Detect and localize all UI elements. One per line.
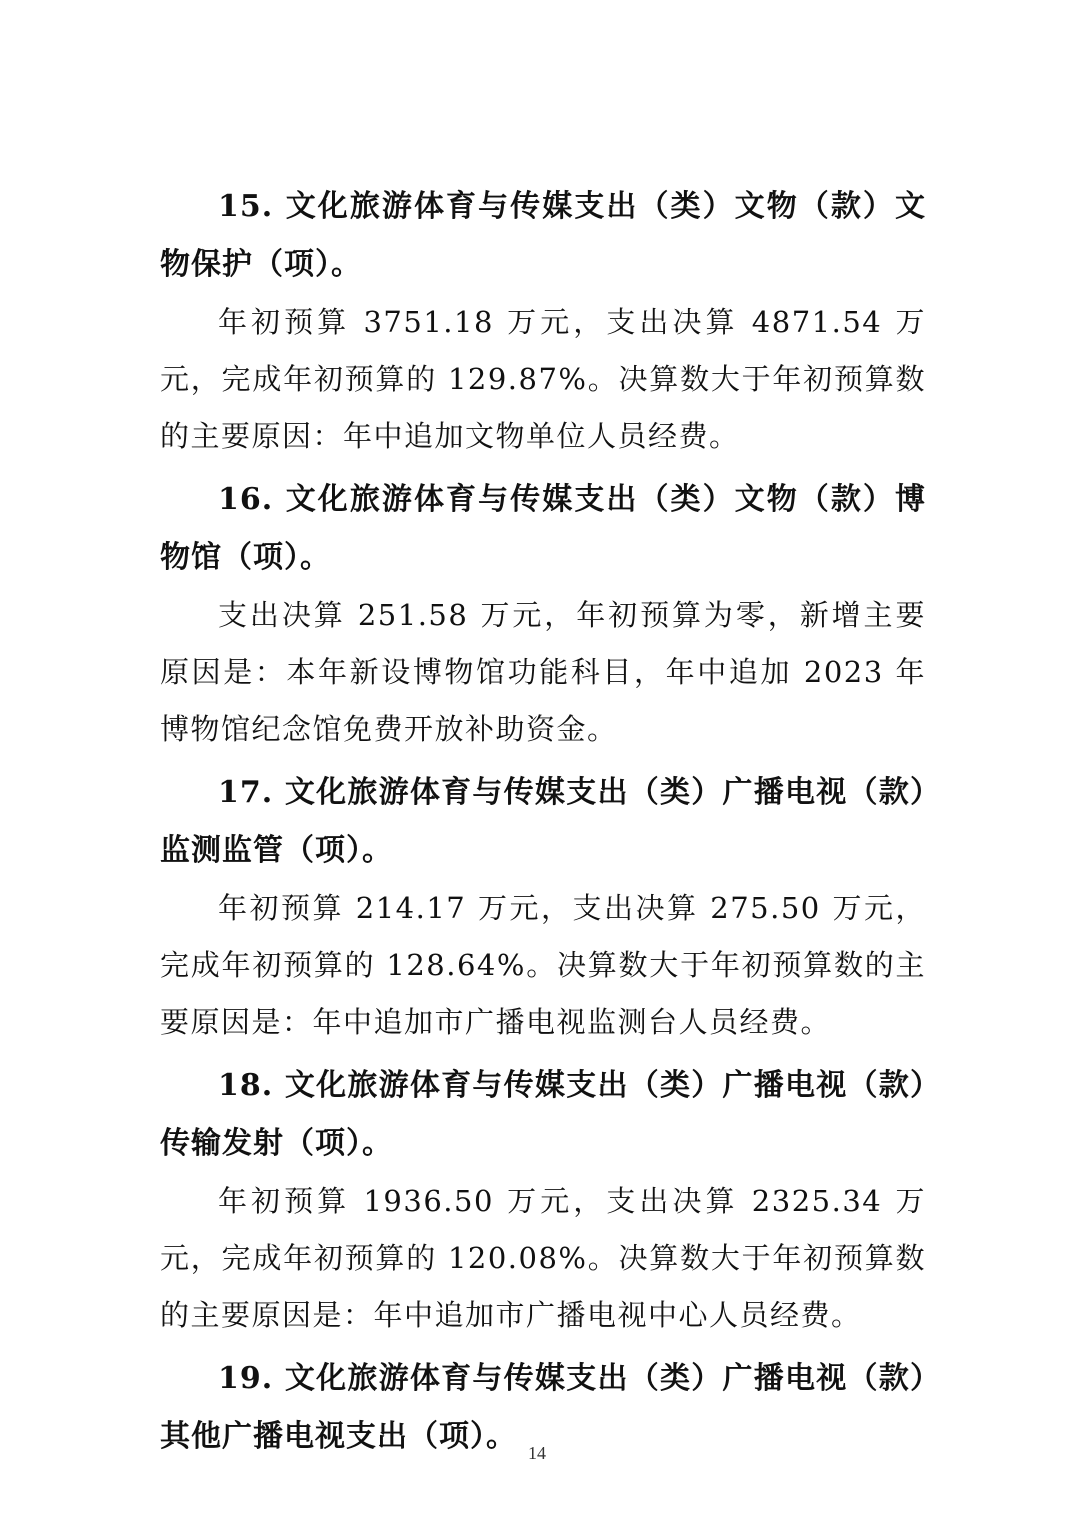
section-heading: 17. 文化旅游体育与传媒支出（类）广播电视（款）监测监管（项）。 [160, 775, 926, 868]
document-page [160, 178, 926, 1466]
section-17 [160, 764, 926, 1051]
section-heading: 15. 文化旅游体育与传媒支出（类）文物（款）文物保护（项）。 [160, 189, 926, 282]
section-body: 支出决算 251.58 万元，年初预算为零，新增主要原因是：本年新设博物馆功能科目，年中追加 2023 年博物馆纪念馆免费开放补助资金。 [160, 598, 926, 746]
section-body: 年初预算 3751.18 万元，支出决算 4871.54 万元，完成年初预算的 129.87%。决算数大于年初预算数的主要原因：年中追加文物单位人员经费。 [160, 305, 926, 453]
section-body: 年初预算 214.17 万元，支出决算 275.50 万元，完成年初预算的 128.64%。决算数大于年初预算数的主要原因是：年中追加市广播电视监测台人员经费。 [160, 891, 926, 1039]
section-heading: 16. 文化旅游体育与传媒支出（类）文物（款）博物馆（项）。 [160, 482, 926, 575]
page-number: 14 [528, 1443, 546, 1463]
section-heading: 18. 文化旅游体育与传媒支出（类）广播电视（款）传输发射（项）。 [160, 1068, 926, 1161]
section-heading: 19. 文化旅游体育与传媒支出（类）广播电视（款）其他广播电视支出（项）。 [160, 1361, 926, 1454]
section-16 [160, 471, 926, 758]
section-18 [160, 1057, 926, 1344]
section-15 [160, 178, 926, 465]
section-body: 年初预算 1936.50 万元，支出决算 2325.34 万元，完成年初预算的 120.08%。决算数大于年初预算数的主要原因是：年中追加市广播电视中心人员经费。 [160, 1184, 926, 1332]
